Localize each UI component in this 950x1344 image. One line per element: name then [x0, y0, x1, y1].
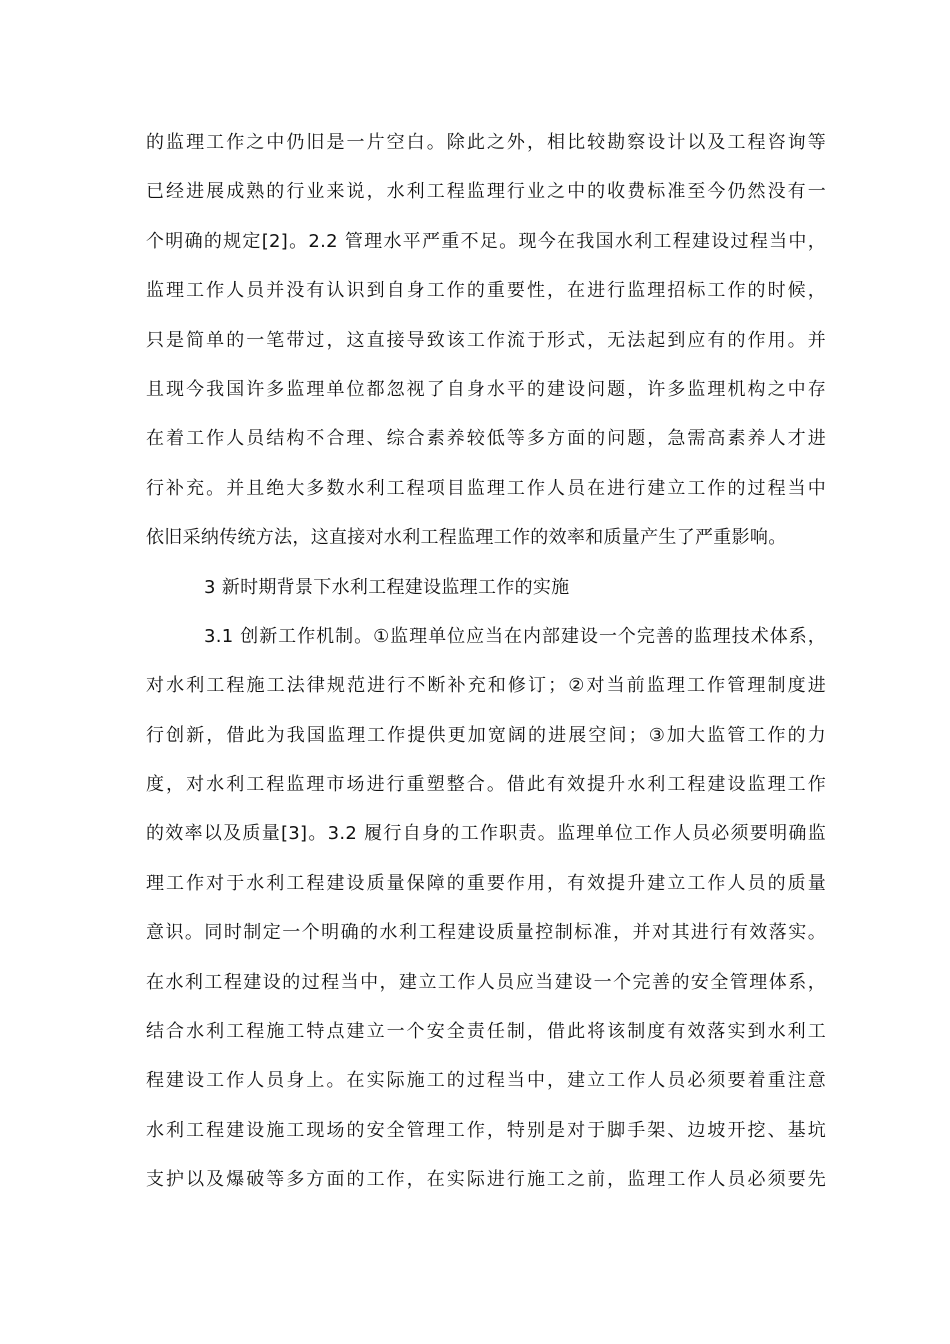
text-line: 意识。同时制定一个明确的水利工程建设质量控制标准，并对其进行有效落实。	[146, 922, 826, 944]
text-line: 度，对水利工程监理市场进行重塑整合。借此有效提升水利工程建设监理工作	[146, 774, 826, 796]
text-line: 3.1 创新工作机制。①监理单位应当在内部建设一个完善的监理技术体系，	[204, 625, 826, 647]
section-heading: 3 新时期背景下水利工程建设监理工作的实施	[204, 576, 570, 598]
text-line: 依旧采纳传统方法，这直接对水利工程监理工作的效率和质量产生了严重影响。	[146, 527, 787, 549]
text-line: 结合水利工程施工特点建立一个安全责任制，借此将该制度有效落实到水利工	[146, 1021, 826, 1043]
text-line: 监理工作人员并没有认识到自身工作的重要性，在进行监理招标工作的时候，	[146, 280, 826, 302]
text-line: 只是简单的一笔带过，这直接导致该工作流于形式，无法起到应有的作用。并	[146, 329, 826, 351]
text-line: 水利工程建设施工现场的安全管理工作，特别是对于脚手架、边坡开挖、基坑	[146, 1119, 826, 1141]
text-line: 已经进展成熟的行业来说，水利工程监理行业之中的收费标准至今仍然没有一	[146, 181, 826, 203]
text-line: 且现今我国许多监理单位都忽视了自身水平的建设问题，许多监理机构之中存	[146, 378, 826, 400]
text-line: 理工作对于水利工程建设质量保障的重要作用，有效提升建立工作人员的质量	[146, 872, 826, 894]
text-line: 行补充。并且绝大多数水利工程项目监理工作人员在进行建立工作的过程当中	[146, 477, 826, 499]
text-line: 对水利工程施工法律规范进行不断补充和修订；②对当前监理工作管理制度进	[146, 675, 826, 697]
text-line: 在水利工程建设的过程当中，建立工作人员应当建设一个完善的安全管理体系，	[146, 971, 826, 993]
document-body	[146, 118, 826, 1205]
text-line: 在着工作人员结构不合理、综合素养较低等多方面的问题，急需高素养人才进	[146, 428, 826, 450]
text-line: 的效率以及质量[3]。3.2 履行自身的工作职责。监理单位工作人员必须要明确监	[146, 823, 826, 845]
text-line: 的监理工作之中仍旧是一片空白。除此之外，相比较勘察设计以及工程咨询等	[146, 132, 826, 153]
text-line: 个明确的规定[2]。2.2 管理水平严重不足。现今在我国水利工程建设过程当中，	[146, 230, 826, 252]
text-line: 行创新，借此为我国监理工作提供更加宽阔的进展空间；③加大监管工作的力	[146, 724, 826, 746]
text-line: 支护以及爆破等多方面的工作，在实际进行施工之前，监理工作人员必须要先	[146, 1169, 826, 1191]
text-line: 程建设工作人员身上。在实际施工的过程当中，建立工作人员必须要着重注意	[146, 1070, 826, 1092]
